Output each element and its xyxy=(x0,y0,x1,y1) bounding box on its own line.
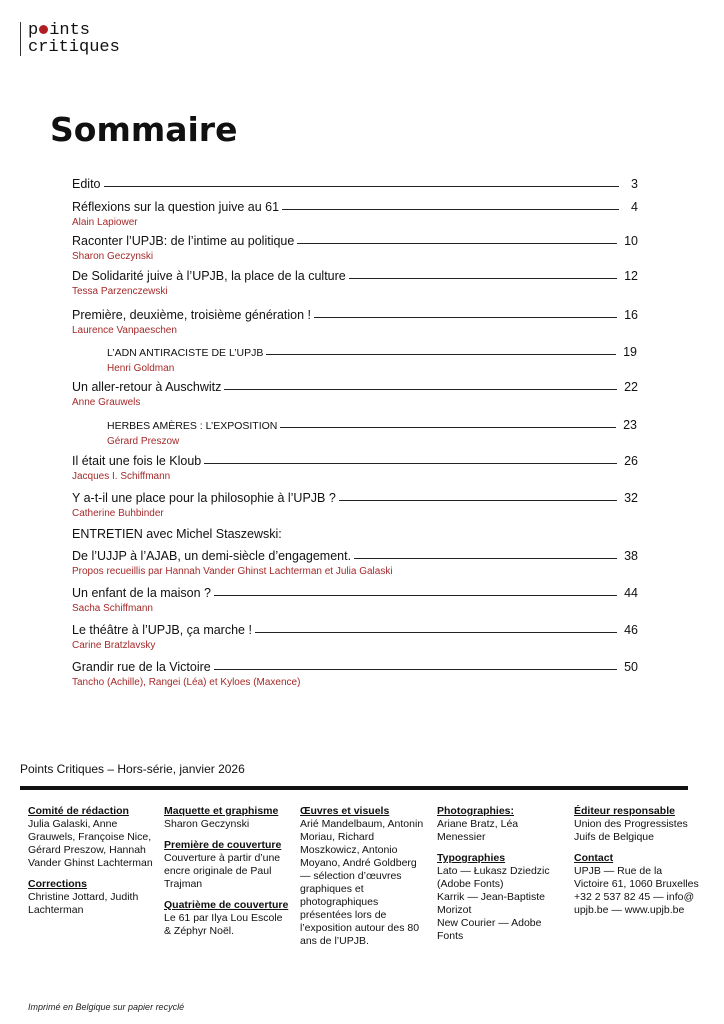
toc-leader-line xyxy=(204,463,617,464)
toc-entry[interactable] xyxy=(72,585,638,615)
page-title: Sommaire xyxy=(50,110,238,149)
quatrieme-text: Le 61 par Ilya Lou Escole & Zéphyr Noël. xyxy=(164,912,283,937)
toc-leader-line xyxy=(214,595,617,596)
toc-entry-page: 10 xyxy=(624,234,638,248)
logo-red-dot-icon xyxy=(39,25,48,34)
toc-entry-page: 4 xyxy=(631,200,638,214)
interview-section-heading: ENTRETIEN avec Michel Staszewski: xyxy=(72,527,282,541)
contact-heading: Contact xyxy=(574,852,614,864)
toc-entry[interactable] xyxy=(72,199,638,229)
corrections-heading: Corrections xyxy=(28,878,87,890)
toc-entry[interactable] xyxy=(72,622,638,652)
couverture-heading: Première de couverture xyxy=(164,839,282,851)
couverture-text: Couverture à partir d’une encre originale de Paul Trajman xyxy=(164,852,281,890)
comite-text: Julia Galaski, Anne Grauwels, Françoise Nice, Gérard Preszow, Hannah Vander Ghinst Lachterman xyxy=(28,818,153,869)
quatrieme-heading: Quatrième de couverture xyxy=(164,899,289,911)
toc-entry-author: Gérard Preszow xyxy=(107,436,180,447)
toc-entry-title: De l’UJJP à l’AJAB, un demi-siècle d’engagement. xyxy=(72,549,352,563)
toc-entry-author: Sacha Schiffmann xyxy=(72,603,153,614)
toc-entry-author: Alain Lapiower xyxy=(72,217,138,228)
toc-entry-title: HERBES AMÈRES : L’EXPOSITION xyxy=(107,420,278,432)
toc-leader-line xyxy=(224,389,617,390)
editeur-heading: Éditeur responsable xyxy=(574,805,675,817)
toc-entry-page: 22 xyxy=(624,380,638,394)
toc-leader-line xyxy=(354,558,617,559)
toc-entry-page: 16 xyxy=(624,308,638,322)
toc-entry-title: Première, deuxième, troisième génération ! xyxy=(72,308,312,322)
typo-lato: Lato — Łukasz Dziedzic (Adobe Fonts) xyxy=(437,865,550,890)
toc-entry-page: 46 xyxy=(624,623,638,637)
toc-entry-title: Le théâtre à l’UPJB, ça marche ! xyxy=(72,623,252,637)
toc-entry-title: Y a-t-il une place pour la philosophie à l’UPJB ? xyxy=(72,491,336,505)
typo-karrik: Karrik — Jean-Baptiste Morizot xyxy=(437,891,545,916)
oeuvres-heading: Œuvres et visuels xyxy=(300,805,390,817)
contact-text: UPJB — Rue de la Victoire 61, 1060 Bruxelles +32 2 537 82 45 — info@ upjb.be — www.upjb.be xyxy=(574,865,699,916)
toc-entry-title: Un enfant de la maison ? xyxy=(72,586,211,600)
toc-entry[interactable] xyxy=(72,453,638,483)
toc-entry-title: Raconter l’UPJB: de l’intime au politique xyxy=(72,234,295,248)
photographies-text: Ariane Bratz, Léa Menessier xyxy=(437,818,519,843)
toc-leader-line xyxy=(280,427,616,428)
toc-entry-title: L’ADN ANTIRACISTE DE L’UPJB xyxy=(107,347,264,359)
toc-entry[interactable] xyxy=(72,233,638,263)
toc-entry-author: Carine Bratzlavsky xyxy=(72,640,156,651)
logo-text-p: p xyxy=(28,21,39,40)
comite-heading: Comité de rédaction xyxy=(28,805,129,817)
toc-entry-page: 32 xyxy=(624,491,638,505)
toc-entry-page: 44 xyxy=(624,586,638,600)
toc-entry-title: De Solidarité juive à l’UPJB, la place de la culture xyxy=(72,269,346,283)
toc-entry-author: Catherine Buhbinder xyxy=(72,508,164,519)
colophon-column-2 xyxy=(164,805,289,946)
footer-rule xyxy=(20,786,688,790)
toc-leader-line xyxy=(314,317,617,318)
typo-new-courier: New Courier — Adobe Fonts xyxy=(437,917,542,942)
colophon-column-5 xyxy=(574,805,699,925)
corrections-text: Christine Jottard, Judith Lachterman xyxy=(28,891,139,916)
toc-entry-title: Grandir rue de la Victoire xyxy=(72,660,211,674)
toc-entry[interactable] xyxy=(72,307,638,337)
toc-entry-page: 38 xyxy=(624,549,638,563)
toc-leader-line xyxy=(339,500,617,501)
toc-subentry[interactable] xyxy=(107,417,637,448)
toc-entry-title: Un aller-retour à Auschwitz xyxy=(72,380,222,394)
toc-entry-page: 26 xyxy=(624,454,638,468)
toc-entry[interactable] xyxy=(72,548,638,578)
toc-leader-line xyxy=(297,243,617,244)
toc-entry-title: Réflexions sur la question juive au 61 xyxy=(72,200,280,214)
toc-entry-page: 19 xyxy=(623,345,637,359)
issue-line: Points Critiques – Hors-série, janvier 2026 xyxy=(20,762,245,776)
toc-leader-line xyxy=(282,209,619,210)
toc-entry-author: Propos recueillis par Hannah Vander Ghinst Lachterman et Julia Galaski xyxy=(72,566,393,577)
toc-entry-author: Anne Grauwels xyxy=(72,397,141,408)
toc-entry[interactable] xyxy=(72,268,638,298)
toc-entry-author: Henri Goldman xyxy=(107,363,175,374)
maquette-heading: Maquette et graphisme xyxy=(164,805,279,817)
photographies-heading: Photographies: xyxy=(437,805,515,817)
logo-text-critiques: critiques xyxy=(28,38,120,57)
toc-entry-author: Tessa Parzenczewski xyxy=(72,286,168,297)
colophon-column-4 xyxy=(437,805,562,951)
editeur-text: Union des Progressistes Juifs de Belgique xyxy=(574,818,688,843)
typographies-heading: Typographies xyxy=(437,852,506,864)
colophon-column-3 xyxy=(300,805,425,956)
toc-entry-author: Jacques I. Schiffmann xyxy=(72,471,171,482)
toc-entry[interactable] xyxy=(72,659,638,689)
toc-entry-author: Sharon Geczynski xyxy=(72,251,154,262)
toc-entry[interactable] xyxy=(72,176,638,192)
toc-entry-page: 50 xyxy=(624,660,638,674)
maquette-text: Sharon Geczynski xyxy=(164,818,250,830)
toc-entry-page: 23 xyxy=(623,418,637,432)
toc-leader-line xyxy=(266,354,616,355)
toc-entry-title: Edito xyxy=(72,177,101,191)
toc-subentry[interactable] xyxy=(107,344,637,375)
logo xyxy=(20,22,120,56)
printed-note: Imprimé en Belgique sur papier recyclé xyxy=(28,1002,185,1012)
toc-entry-title: Il était une fois le Kloub xyxy=(72,454,202,468)
toc-entry[interactable] xyxy=(72,490,638,520)
colophon-column-1 xyxy=(28,805,153,925)
toc-leader-line xyxy=(214,669,617,670)
oeuvres-text: Arié Mandelbaum, Antonin Moriau, Richard Moszkowicz, Antonio Moyano, André Goldberg — sélection d’œuvres graphiques et photographiques présentées lors de l’exposition autour des 80 ans de l’UPJB. xyxy=(300,818,424,947)
toc-entry-page: 12 xyxy=(624,269,638,283)
toc-leader-line xyxy=(255,632,617,633)
toc-entry-author: Laurence Vanpaeschen xyxy=(72,325,177,336)
toc-entry-author: Tancho (Achille), Rangei (Léa) et Kyloes (Maxence) xyxy=(72,677,301,688)
toc-leader-line xyxy=(349,278,617,279)
toc-leader-line xyxy=(104,186,620,187)
toc-entry-page: 3 xyxy=(631,177,638,191)
toc-entry[interactable] xyxy=(72,379,638,409)
logo-text-ints: ints xyxy=(49,21,91,40)
